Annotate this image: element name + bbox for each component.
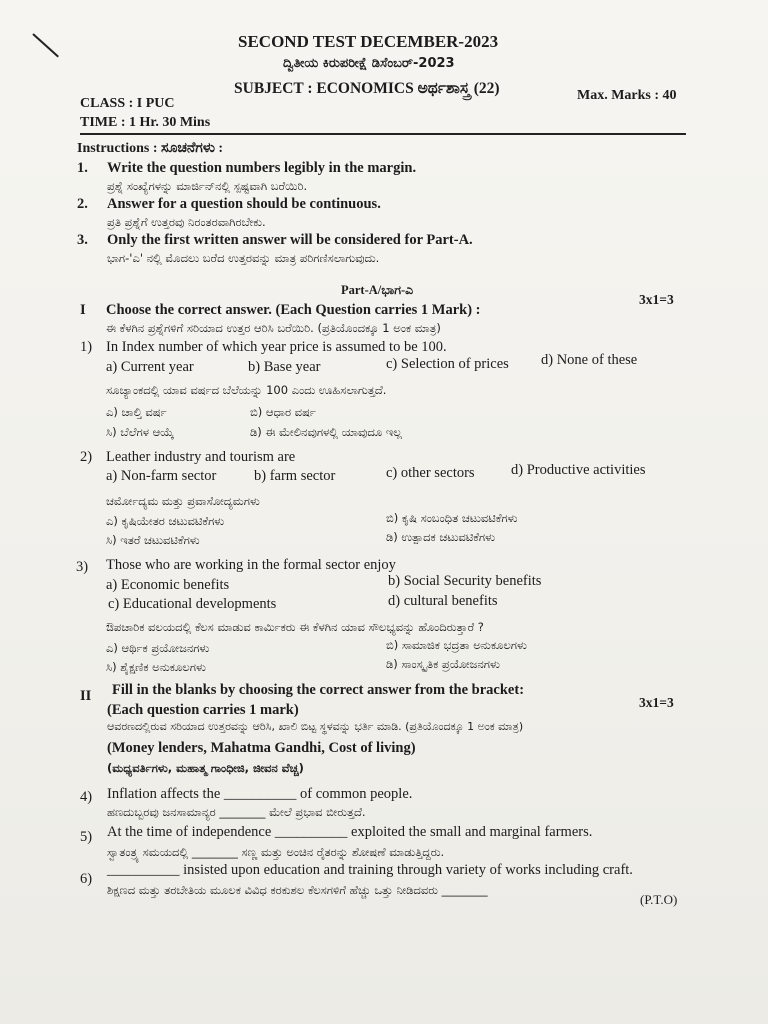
option-kannada: ಎ) ಕೃಷಿಯೇತರ ಚಟುವಟಿಕೆಗಳು bbox=[106, 514, 225, 528]
instruction-text: Write the question numbers legibly in the margin. bbox=[107, 160, 417, 176]
question-text-kannada: ಚರ್ಮೋದ್ಯಮ ಮತ್ತು ಪ್ರವಾಸೋದ್ಯಮಗಳು bbox=[106, 494, 260, 508]
question-text: Those who are working in the formal sector enjoy bbox=[106, 557, 396, 573]
option-kannada: ಸಿ) ಶೈಕ್ಷಣಿಕ ಅನುಕೂಲಗಳು bbox=[106, 660, 206, 674]
pen-mark bbox=[32, 33, 59, 57]
question-number: 3) bbox=[76, 559, 89, 575]
instruction-number: 3. bbox=[77, 232, 88, 248]
option-kannada: ಎ) ಚಾಲ್ತಿ ವರ್ಷ bbox=[106, 405, 167, 419]
option: a) Economic benefits bbox=[106, 577, 230, 593]
question-number: 1) bbox=[80, 339, 93, 355]
exam-title: SECOND TEST DECEMBER-2023 bbox=[238, 32, 499, 51]
instruction-text-kannada: ಭಾಗ-'ಎ' ನಲ್ಲಿ ಮೊದಲು ಬರೆದ ಉತ್ತರವನ್ನು ಮಾತ್ರ ಪರಿಗಣಿಸಲಾಗುವುದು. bbox=[107, 251, 380, 265]
instruction-text-kannada: ಪ್ರತಿ ಪ್ರಶ್ನೆಗೆ ಉತ್ತರವು ನಿರಂತರವಾಗಿರಬೇಕು. bbox=[107, 215, 266, 229]
question-number: 2) bbox=[80, 449, 93, 465]
option-kannada: ಡಿ) ಸಾಂಸ್ಕೃತಿಕ ಪ್ರಯೋಜನಗಳು bbox=[386, 657, 500, 671]
option: d) Productive activities bbox=[511, 462, 646, 478]
question-text: Leather industry and tourism are bbox=[106, 449, 296, 465]
option-kannada: ಸಿ) ಇತರೆ ಚಟುವಟಿಕೆಗಳು bbox=[106, 533, 200, 547]
question-text-end: of common people. bbox=[300, 786, 413, 802]
question-text: In Index number of which year price is assumed to be 100. bbox=[106, 339, 447, 355]
question-text-end: exploited the small and marginal farmers. bbox=[351, 824, 593, 840]
page-turn-note: (P.T.O) bbox=[640, 892, 678, 907]
time-label: TIME : 1 Hr. 30 Mins bbox=[80, 115, 211, 130]
option-kannada: ಬಿ) ಆಧಾರ ವರ್ಷ bbox=[250, 405, 316, 419]
instruction-text-kannada: ಪ್ರಶ್ನೆ ಸಂಖ್ಯೆಗಳನ್ನು ಮಾರ್ಜಿನ್‌ನಲ್ಲಿ ಸ್ಪಷ್ಟವಾಗಿ ಬರೆಯಿರಿ. bbox=[107, 179, 308, 193]
instruction-text: Answer for a question should be continuous. bbox=[107, 196, 381, 212]
option: d) None of these bbox=[541, 352, 638, 368]
question-number: 4) bbox=[80, 789, 93, 805]
option: a) Current year bbox=[106, 359, 194, 375]
question-text-kannada: ಸೂಚ್ಯಾಂಕದಲ್ಲಿ ಯಾವ ವರ್ಷದ ಬೆಲೆಯನ್ನು 100 ಎಂದು ಊಹಿಸಲಾಗುತ್ತದೆ. bbox=[106, 383, 387, 397]
question-number: 6) bbox=[80, 871, 93, 887]
answer-choices: (Money lenders, Mahatma Gandhi, Cost of living) bbox=[107, 740, 416, 756]
option-kannada: ಬಿ) ಕೃಷಿ ಸಂಬಂಧಿತ ಚಟುವಟಿಕೆಗಳು bbox=[386, 511, 518, 525]
subject-line: SUBJECT : ECONOMICS ಅರ್ಥಶಾಸ್ತ್ರ (22) bbox=[234, 80, 500, 97]
answer-choices-kannada: (ಮಧ್ಯವರ್ತಿಗಳು, ಮಹಾತ್ಮ ಗಾಂಧೀಜಿ, ಜೀವನ ವೆಚ್ಚ) bbox=[107, 761, 304, 775]
answer-blank[interactable]: __________ bbox=[223, 786, 297, 802]
instruction-number: 1. bbox=[77, 160, 88, 176]
option: c) Selection of prices bbox=[386, 356, 509, 372]
question-text bbox=[107, 824, 592, 841]
question-text-kannada: ಹಣದುಬ್ಬರವು ಜನಸಾಮಾನ್ಯರ ________ ಮೇಲೆ ಪ್ರಭಾವ ಬೀರುತ್ತದೆ. bbox=[107, 805, 366, 819]
question-text-kannada: ಸ್ವಾತಂತ್ರ್ಯ ಸಮಯದಲ್ಲಿ ________ ಸಣ್ಣ ಮತ್ತು ಅಂಚಿನ ರೈತರನ್ನು ಶೋಷಣೆ ಮಾಡುತ್ತಿದ್ದರು. bbox=[107, 845, 445, 859]
instructions-heading: Instructions : ಸೂಚನೆಗಳು : bbox=[77, 141, 224, 156]
instruction-text: Only the first written answer will be considered for Part-A. bbox=[107, 232, 473, 248]
part-a-heading: Part-A/ಭಾಗ-ಎ bbox=[341, 283, 414, 297]
question-text bbox=[107, 786, 412, 803]
option: c) Educational developments bbox=[108, 596, 277, 612]
option: b) farm sector bbox=[254, 468, 336, 484]
section-marks: 3x1=3 bbox=[639, 292, 674, 307]
max-marks: Max. Marks : 40 bbox=[577, 88, 677, 103]
option: d) cultural benefits bbox=[388, 593, 498, 609]
instruction-number: 2. bbox=[77, 196, 88, 212]
option: c) other sectors bbox=[386, 465, 475, 481]
question-text-end: insisted upon education and training through variety of works including craft. bbox=[183, 862, 633, 878]
question-text bbox=[107, 862, 633, 879]
option-kannada: ಡಿ) ಉತ್ಪಾದಕ ಚಟುವಟಿಕೆಗಳು bbox=[386, 530, 496, 544]
question-text-start: At the time of independence bbox=[107, 824, 272, 840]
section-title: Fill in the blanks by choosing the correct answer from the bracket: bbox=[112, 682, 525, 698]
option: a) Non-farm sector bbox=[106, 468, 217, 484]
question-number: 5) bbox=[80, 829, 93, 845]
class-label: CLASS : I PUC bbox=[80, 96, 175, 111]
section-title: Choose the correct answer. (Each Question carries 1 Mark) : bbox=[106, 302, 481, 318]
option-kannada: ಬಿ) ಸಾಮಾಜಿಕ ಭದ್ರತಾ ಅನುಕೂಲಗಳು bbox=[386, 638, 527, 652]
option-kannada: ಸಿ) ಬೆಲೆಗಳ ಆಯ್ಕೆ bbox=[106, 425, 175, 439]
section-number: II bbox=[80, 688, 92, 704]
section-title-kannada: ಆವರಣದಲ್ಲಿರುವ ಸರಿಯಾದ ಉತ್ತರವನ್ನು ಆರಿಸಿ, ಖಾಲಿ ಬಿಟ್ಟ ಸ್ಥಳವನ್ನು ಭರ್ತಿ ಮಾಡಿ. (ಪ್ರತಿಯೊಂದಕ್ಕೂ 1 ಅಂಕ ಮಾತ್ರ) bbox=[107, 720, 524, 733]
exam-title-kannada: ದ್ವಿತೀಯ ಕಿರುಪರೀಕ್ಷೆ ಡಿಸೆಂಬರ್-2023 bbox=[283, 56, 455, 71]
option-kannada: ಡಿ) ಈ ಮೇಲಿನವುಗಳಲ್ಲಿ ಯಾವುದೂ ಇಲ್ಲ bbox=[250, 425, 403, 439]
question-text-start: Inflation affects the bbox=[107, 786, 221, 802]
answer-blank[interactable]: __________ bbox=[274, 824, 348, 840]
question-text-kannada: ಶಿಕ್ಷಣದ ಮತ್ತು ತರಬೇತಿಯ ಮೂಲಕ ವಿವಿಧ ಕರಕುಶಲ ಕೆಲಸಗಳಿಗೆ ಹೆಚ್ಚು ಒತ್ತು ನೀಡಿದವರು ________ bbox=[107, 883, 488, 897]
question-text-kannada: ಔಪಚಾರಿಕ ವಲಯದಲ್ಲಿ ಕೆಲಸ ಮಾಡುವ ಕಾರ್ಮಿಕರು ಈ ಕೆಳಗಿನ ಯಾವ ಸೌಲಭ್ಯವನ್ನು ಹೊಂದಿರುತ್ತಾರೆ ? bbox=[106, 620, 484, 634]
answer-blank[interactable]: __________ bbox=[107, 862, 180, 878]
option: b) Base year bbox=[248, 359, 321, 375]
option-kannada: ಎ) ಆರ್ಥಿಕ ಪ್ರಯೋಜನಗಳು bbox=[106, 641, 210, 655]
option: b) Social Security benefits bbox=[388, 573, 542, 589]
section-subtitle: (Each question carries 1 mark) bbox=[107, 702, 299, 718]
section-marks: 3x1=3 bbox=[639, 695, 674, 710]
header-rule bbox=[80, 133, 686, 135]
section-title-kannada: ಈ ಕೆಳಗಿನ ಪ್ರಶ್ನೆಗಳಿಗೆ ಸರಿಯಾದ ಉತ್ತರ ಆರಿಸಿ ಬರೆಯಿರಿ. (ಪ್ರತಿಯೊಂದಕ್ಕೂ 1 ಅಂಕ ಮಾತ್ರ) bbox=[106, 321, 441, 335]
section-number: I bbox=[80, 302, 86, 318]
